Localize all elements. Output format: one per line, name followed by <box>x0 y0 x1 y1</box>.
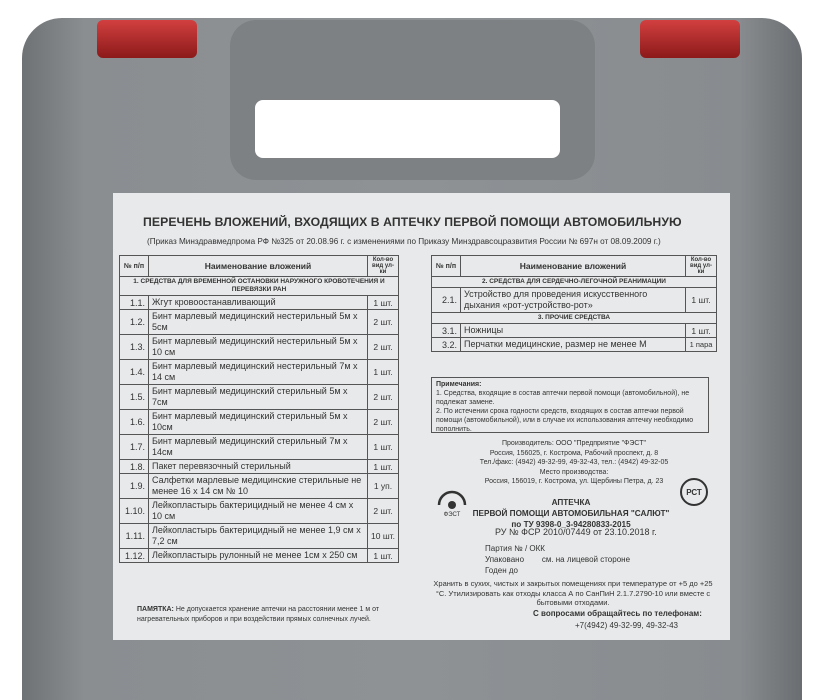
producer-info <box>455 439 693 487</box>
row-name: Бинт марлевый медицинский нестерильный 7м х 14 см <box>149 360 368 385</box>
producer-name: Производитель: ООО "Предприятие "ФЭСТ" <box>502 440 646 447</box>
rst-logo-text: РСТ <box>686 488 702 497</box>
table-row <box>120 296 399 310</box>
row-number: 1.11. <box>120 524 149 549</box>
handle-opening <box>255 100 560 158</box>
row-qty: 1 шт. <box>686 288 717 313</box>
product-name: ПЕРВОЙ ПОМОЩИ АВТОМОБИЛЬНАЯ "САЛЮТ" <box>472 509 670 518</box>
sheet-title: ПЕРЕЧЕНЬ ВЛОЖЕНИЙ, ВХОДЯЩИХ В АПТЕЧКУ ПЕРВОЙ ПОМОЩИ АВТОМОБИЛЬНУЮ <box>143 215 682 229</box>
contents-table-left <box>119 255 399 563</box>
packed-note: см. на лицевой стороне <box>541 555 631 564</box>
row-number: 1.6. <box>120 410 149 435</box>
row-qty: 1 уп. <box>368 474 399 499</box>
section-3-title: 3. ПРОЧИЕ СРЕДСТВА <box>432 313 717 324</box>
right-latch <box>640 20 740 58</box>
table-row <box>120 435 399 460</box>
row-number: 2.1. <box>432 288 461 313</box>
registration-number: РУ № ФСР 2010/07449 от 23.10.2018 г. <box>495 527 657 537</box>
col-number-header: № п/п <box>120 256 149 277</box>
notes-box <box>431 377 709 433</box>
row-qty: 1 шт. <box>368 460 399 474</box>
col-name-header: Наименование вложений <box>149 256 368 277</box>
batch-info <box>485 543 630 576</box>
fest-logo-icon <box>435 487 469 517</box>
section-1-title: 1. СРЕДСТВА ДЛЯ ВРЕМЕННОЙ ОСТАНОВКИ НАРУЖНОГО КРОВОТЕЧЕНИЯ И ПЕРЕВЯЗКИ РАН <box>120 277 399 296</box>
row-name: Перчатки медицинские, размер не менее М <box>461 338 686 352</box>
row-qty: 1 шт. <box>368 435 399 460</box>
notes-line-2: 2. По истечении срока годности средств, входящих в состав аптечки первой помощи (автомобильной), или в случае их использования аптечку необходимо пополнить. <box>436 408 694 433</box>
rst-certification-icon <box>679 477 709 507</box>
row-qty: 1 пара <box>686 338 717 352</box>
production-place-label: Место производства: <box>539 468 609 476</box>
row-qty: 2 шт. <box>368 410 399 435</box>
table-row <box>432 324 717 338</box>
batch-label: Партия № / ОКК <box>485 544 545 553</box>
table-row <box>120 335 399 360</box>
row-number: 1.3. <box>120 335 149 360</box>
row-name: Жгут кровоостанавливающий <box>149 296 368 310</box>
fest-logo-text: ФЭСТ <box>443 512 461 517</box>
row-number: 1.1. <box>120 296 149 310</box>
sheet-subtitle: (Приказ Минздравмедпрома РФ №325 от 20.08.96 г. с изменениями по Приказу Минздравсоцразвития России № 697н от 08.09.2009 г.) <box>147 237 661 246</box>
row-name: Бинт марлевый медицинский нестерильный 5м х 5см <box>149 310 368 335</box>
row-number: 1.2. <box>120 310 149 335</box>
row-number: 1.7. <box>120 435 149 460</box>
notes-heading: Примечания: <box>436 381 482 388</box>
producer-address: Россия, 156025, г. Кострома, Рабочий проспект, д. 8 <box>489 449 659 457</box>
product-type: АПТЕЧКА <box>551 498 591 507</box>
production-place-address: Россия, 156019, г. Кострома, ул. Щербины Петра, д. 23 <box>484 478 664 485</box>
row-number: 3.2. <box>432 338 461 352</box>
packed-label: Упаковано <box>485 555 525 564</box>
row-name: Бинт марлевый медицинский стерильный 5м х 10см <box>149 410 368 435</box>
table-row <box>120 460 399 474</box>
table-row <box>120 474 399 499</box>
row-qty: 1 шт. <box>368 296 399 310</box>
section-2-title: 2. СРЕДСТВА ДЛЯ СЕРДЕЧНО-ЛЕГОЧНОЙ РЕАНИМАЦИИ <box>432 277 717 288</box>
col-name-header: Наименование вложений <box>461 256 686 277</box>
row-qty: 2 шт. <box>368 385 399 410</box>
row-name: Бинт марлевый медицинский стерильный 5м х 7см <box>149 385 368 410</box>
product-name-block <box>471 497 671 530</box>
row-name: Бинт марлевый медицинский нестерильный 5м х 10 см <box>149 335 368 360</box>
col-qty-header: Кол-во вид ул-ки <box>686 256 717 277</box>
contact-phones: +7(4942) 49-32-99, 49-32-43 <box>575 621 678 630</box>
row-name: Лейкопластырь бактерицидный не менее 1,9 см х 7,2 см <box>149 524 368 549</box>
row-name: Бинт марлевый медицинский стерильный 7м х 14см <box>149 435 368 460</box>
storage-instructions: Хранить в сухих, чистых и закрытых помещениях при температуре от +5 до +25 °С. Утилизировать как отходы класса А по СанПиН 2.1.7.2790-10 или вместе с бытовыми отходами. <box>433 579 713 607</box>
contact-label: С вопросами обращайтесь по телефонам: <box>533 609 702 618</box>
contents-label-sheet <box>113 193 730 640</box>
table-row <box>432 288 717 313</box>
row-qty: 1 шт. <box>368 360 399 385</box>
table-row <box>432 338 717 352</box>
row-name: Пакет перевязочный стерильный <box>149 460 368 474</box>
row-qty: 2 шт. <box>368 335 399 360</box>
row-number: 1.12. <box>120 549 149 563</box>
row-number: 1.9. <box>120 474 149 499</box>
product-spec: по ТУ 9398-0_3-94280833-2015 <box>511 520 631 529</box>
table-row <box>120 499 399 524</box>
row-name: Устройство для проведения искусственного дыхания «рот-устройство-рот» <box>461 288 686 313</box>
left-latch <box>97 20 197 58</box>
row-qty: 1 шт. <box>686 324 717 338</box>
table-row <box>120 360 399 385</box>
contents-table-right <box>431 255 717 352</box>
row-number: 1.4. <box>120 360 149 385</box>
row-name: Ножницы <box>461 324 686 338</box>
row-number: 1.8. <box>120 460 149 474</box>
memo-note <box>137 605 427 625</box>
table-row <box>120 524 399 549</box>
memo-text: Не допускается хранение аптечки на расстоянии менее 1 м от нагревательных приборов и при воздействии прямых солнечных лучей. <box>137 606 380 623</box>
row-qty: 1 шт. <box>368 549 399 563</box>
row-name: Салфетки марлевые медицинские стерильные не менее 16 х 14 см № 10 <box>149 474 368 499</box>
col-number-header: № п/п <box>432 256 461 277</box>
row-qty: 2 шт. <box>368 310 399 335</box>
row-name: Лейкопластырь бактерицидный не менее 4 см х 10 см <box>149 499 368 524</box>
table-row <box>120 385 399 410</box>
producer-phones: Тел./факс: (4942) 49-32-99, 49-32-43, тел.: (4942) 49-32-05 <box>479 459 669 466</box>
valid-until-label: Годен до <box>485 566 518 575</box>
row-number: 1.5. <box>120 385 149 410</box>
row-qty: 10 шт. <box>368 524 399 549</box>
row-name: Лейкопластырь рулонный не менее 1см х 250 см <box>149 549 368 563</box>
row-number: 1.10. <box>120 499 149 524</box>
col-qty-header: Кол-во вид ул-ки <box>368 256 399 277</box>
row-qty: 2 шт. <box>368 499 399 524</box>
notes-line-1: 1. Средства, входящие в состав аптечки первой помощи (автомобильной), не подлежат замене. <box>436 390 690 406</box>
memo-label: ПАМЯТКА: <box>137 606 174 613</box>
table-row <box>120 410 399 435</box>
row-number: 3.1. <box>432 324 461 338</box>
table-row <box>120 310 399 335</box>
table-row <box>120 549 399 563</box>
